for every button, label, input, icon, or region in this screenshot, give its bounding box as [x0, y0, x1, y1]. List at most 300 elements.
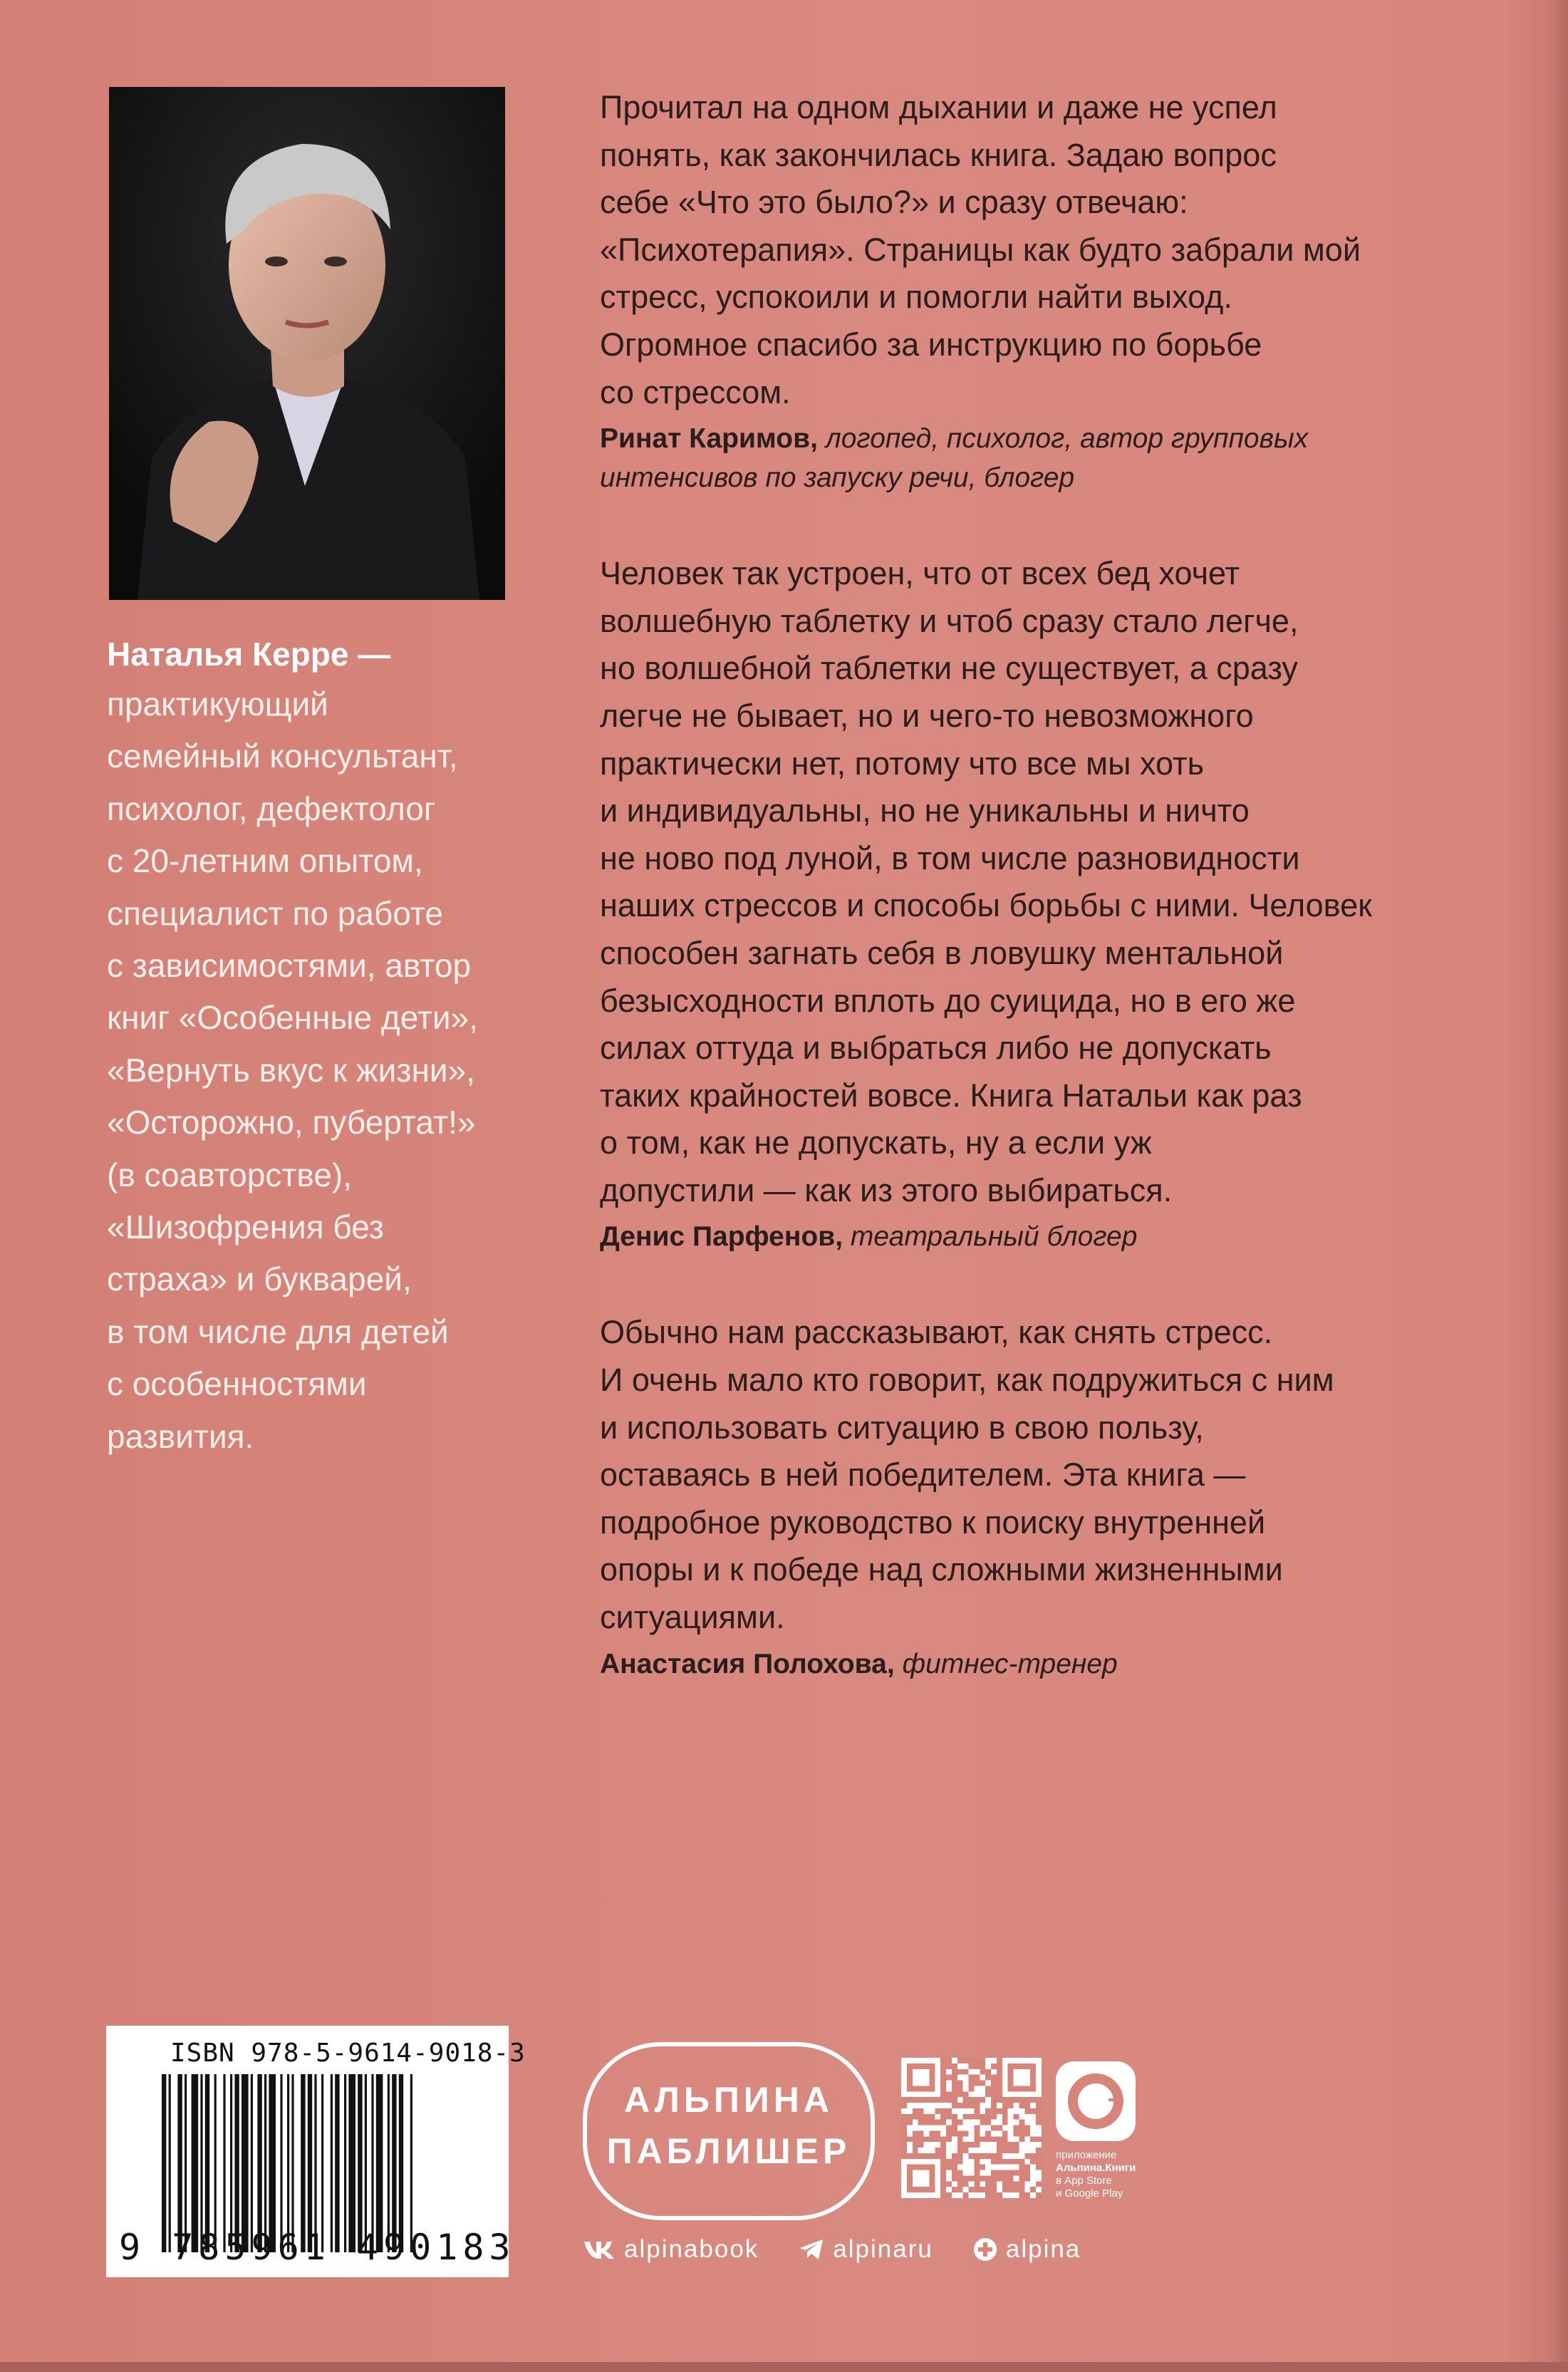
- qr-module: [1036, 2130, 1042, 2136]
- barcode-bar: [214, 2074, 217, 2252]
- qr-module: [980, 2091, 985, 2097]
- qr-module: [1036, 2175, 1042, 2181]
- qr-module: [991, 2130, 997, 2136]
- qr-module: [1008, 2153, 1014, 2159]
- barcode-bar: [308, 2074, 312, 2252]
- review-line: оставаясь в ней победителем. Эта книга —: [600, 1456, 1246, 1493]
- review-text: [600, 550, 1497, 1214]
- qr-module: [913, 2125, 918, 2131]
- qr-module: [929, 2142, 935, 2148]
- qr-module: [1024, 2114, 1030, 2120]
- qr-module: [985, 2058, 991, 2063]
- review-line: себе «Что это было?» и сразу отвечаю:: [600, 184, 1188, 221]
- qr-module: [957, 2114, 963, 2120]
- qr-module: [1008, 2108, 1014, 2114]
- qr-module: [1014, 2165, 1019, 2170]
- social-alpina: [973, 2235, 1081, 2264]
- qr-module: [1024, 2187, 1030, 2192]
- qr-module: [997, 2120, 1002, 2125]
- qr-module: [1008, 2120, 1014, 2125]
- qr-module: [952, 2108, 957, 2114]
- barcode-bar: [331, 2074, 333, 2252]
- cover-edge-shadow: [1548, 0, 1568, 2372]
- bio-line: развития.: [107, 1417, 254, 1455]
- barcode-bar: [388, 2074, 390, 2252]
- qr-module: [974, 2148, 980, 2153]
- qr-module: [913, 2120, 918, 2125]
- barcode-bar: [392, 2074, 396, 2252]
- qr-module: [946, 2081, 952, 2086]
- qr-module: [957, 2165, 963, 2170]
- review-attribution: [600, 419, 1497, 497]
- barcode-bar: [192, 2074, 199, 2252]
- qr-module: [974, 2192, 980, 2198]
- qr-module: [1030, 2165, 1036, 2170]
- qr-module: [901, 2108, 907, 2114]
- qr-module: [980, 2103, 985, 2108]
- qr-module: [935, 2142, 940, 2148]
- publisher-logo: [583, 2042, 875, 2220]
- qr-module: [997, 2130, 1002, 2136]
- qr-module: [980, 2086, 985, 2091]
- review-line: со стрессом.: [600, 373, 791, 410]
- qr-module: [1008, 2136, 1014, 2142]
- qr-module: [1030, 2142, 1036, 2148]
- qr-module: [969, 2181, 975, 2187]
- qr-module: [935, 2103, 940, 2108]
- qr-module: [946, 2187, 952, 2192]
- qr-module: [980, 2130, 985, 2136]
- review-line: но волшебной таблетки не существует, а сразу: [600, 650, 1298, 687]
- qr-module: [946, 2170, 952, 2176]
- isbn-barcode: [106, 2026, 526, 2277]
- qr-module: [1036, 2125, 1042, 2131]
- qr-module: [969, 2120, 975, 2125]
- review-line: безысходности вплоть до суицида, но в его же: [600, 982, 1296, 1019]
- qr-module: [963, 2120, 969, 2125]
- qr-module: [1024, 2120, 1030, 2125]
- qr-module: [963, 2159, 969, 2165]
- barcode-bar: [335, 2074, 339, 2252]
- reviewer-name: Денис Парфенов,: [600, 1221, 843, 1253]
- qr-module: [1014, 2153, 1019, 2159]
- qr-module: [957, 2108, 963, 2114]
- qr-module: [1019, 2153, 1024, 2159]
- barcode-bar: [291, 2074, 294, 2252]
- qr-module: [980, 2148, 985, 2153]
- publisher-name-line1: АЛЬПИНА: [624, 2080, 834, 2120]
- qr-module: [1014, 2192, 1019, 2198]
- qr-module: [1024, 2142, 1030, 2148]
- qr-module: [946, 2086, 952, 2091]
- barcode-bar: [251, 2074, 253, 2252]
- bio-line: психолог, дефектолог: [107, 789, 436, 827]
- bio-line: с особенностями: [107, 1365, 367, 1403]
- qr-module: [952, 2058, 957, 2063]
- social-label: alpina: [1005, 2235, 1081, 2263]
- bio-line: (в соавторстве),: [107, 1156, 353, 1193]
- barcode-bar: [230, 2074, 232, 2252]
- barcode-bar: [177, 2074, 182, 2252]
- review-line: Огромное спасибо за инструкцию по борьбе: [600, 326, 1262, 363]
- qr-module: [1030, 2125, 1036, 2131]
- qr-module: [952, 2148, 957, 2153]
- bio-line: специалист по работе: [107, 894, 443, 932]
- author-photo: [109, 87, 505, 600]
- review-text: [600, 1309, 1497, 1641]
- qr-module: [969, 2192, 975, 2198]
- review-line: и индивидуальны, но не уникальны и ничто: [600, 792, 1250, 829]
- qr-module: [985, 2097, 991, 2103]
- review-line: Прочитал на одном дыхании и даже не успел: [600, 89, 1277, 125]
- review-line: не ново под луной, в том числе разновидности: [600, 839, 1300, 876]
- bio-line: книг «Особенные дети»,: [107, 999, 478, 1037]
- barcode-bar: [314, 2074, 316, 2252]
- qr-module: [974, 2086, 980, 2091]
- qr-module: [1030, 2170, 1036, 2176]
- reviewer-role: театральный блогер: [850, 1221, 1138, 1253]
- qr-module: [1030, 2148, 1036, 2153]
- review-attribution: [600, 1217, 1497, 1256]
- qr-module: [985, 2170, 991, 2176]
- qr-module: [980, 2142, 985, 2148]
- review-line: о том, как не допускать, ну а если уж: [600, 1124, 1152, 1161]
- reviews-column: [600, 84, 1497, 1684]
- qr-module: [1024, 2148, 1030, 2153]
- app-text-line: и Google Play: [1056, 2187, 1123, 2200]
- qr-module: [929, 2103, 935, 2108]
- cover-bottom-edge: [0, 2362, 1568, 2372]
- barcode-bar: [169, 2074, 171, 2252]
- bio-line: страха» и букварей,: [107, 1260, 412, 1298]
- app-logo-icon: [1056, 2061, 1136, 2141]
- publisher-name-line2: ПАБЛИШЕР: [606, 2131, 851, 2171]
- qr-module: [985, 2159, 991, 2165]
- qr-module: [991, 2120, 997, 2125]
- qr-module: [952, 2136, 957, 2142]
- barcode-bar: [287, 2074, 289, 2252]
- qr-module: [991, 2058, 997, 2063]
- barcode-bar: [200, 2074, 202, 2252]
- isbn-label: ISBN 978-5-9614-9018-3: [170, 2039, 526, 2068]
- qr-module: [963, 2153, 969, 2159]
- barcode-bar: [162, 2074, 166, 2252]
- qr-module: [963, 2086, 969, 2091]
- barcode-bar: [399, 2074, 403, 2252]
- qr-module: [1024, 2181, 1030, 2187]
- social-telegram: [799, 2235, 933, 2264]
- barcode-bar: [321, 2074, 323, 2252]
- barcode-bar: [410, 2074, 412, 2252]
- qr-module: [1019, 2108, 1024, 2114]
- qr-module: [974, 2069, 980, 2075]
- review-text: [600, 84, 1497, 416]
- qr-module: [997, 2187, 1002, 2192]
- qr-module: [935, 2114, 940, 2120]
- qr-module: [918, 2125, 924, 2131]
- barcode-bar: [301, 2074, 305, 2252]
- qr-module: [929, 2125, 935, 2131]
- qr-module: [974, 2091, 980, 2097]
- qr-module: [946, 2175, 952, 2181]
- qr-module: [985, 2148, 991, 2153]
- qr-module: [980, 2170, 985, 2176]
- reviewer-role: логопед, психолог, автор групповых: [825, 423, 1309, 455]
- barcode-bar: [358, 2074, 362, 2252]
- qr-module: [918, 2148, 924, 2153]
- qr-module: [963, 2063, 969, 2069]
- review-line: ситуациями.: [600, 1599, 785, 1636]
- barcode-bar: [205, 2074, 209, 2252]
- qr-module: [913, 2069, 930, 2086]
- qr-module: [1030, 2130, 1036, 2136]
- telegram-icon: [799, 2238, 824, 2261]
- qr-module: [1024, 2159, 1030, 2165]
- qr-module: [1030, 2103, 1036, 2108]
- qr-module: [1030, 2192, 1036, 2198]
- qr-module: [929, 2148, 935, 2153]
- qr-module: [1014, 2103, 1019, 2108]
- reviewer-name: Анастасия Полохова,: [600, 1648, 895, 1679]
- alpina-plus-icon: [973, 2237, 997, 2262]
- qr-module: [946, 2103, 952, 2108]
- review-line: понять, как закончилась книга. Задаю вопрос: [600, 136, 1277, 173]
- barcode-bar: [376, 2074, 383, 2252]
- qr-module: [969, 2170, 975, 2176]
- qr-module: [929, 2108, 935, 2114]
- qr-module: [924, 2108, 930, 2114]
- review-attribution: [600, 1645, 1497, 1684]
- social-label: alpinaru: [833, 2235, 933, 2263]
- qr-module: [980, 2125, 985, 2131]
- review-line: И очень мало кто говорит, как подружиться с ним: [600, 1362, 1334, 1399]
- qr-module: [1036, 2170, 1042, 2176]
- qr-module: [1008, 2114, 1014, 2120]
- qr-module: [940, 2130, 946, 2136]
- qr-module: [969, 2091, 975, 2097]
- qr-module: [946, 2153, 952, 2159]
- qr-module: [957, 2192, 963, 2198]
- reviewer-role: фитнес-тренер: [902, 1648, 1118, 1679]
- qr-module: [969, 2159, 975, 2165]
- review-line: подробное руководство к поиску внутренней: [600, 1503, 1266, 1540]
- qr-module: [985, 2063, 991, 2069]
- app-text-line: в App Store: [1056, 2175, 1112, 2187]
- author-name: Наталья Керре —: [107, 636, 391, 673]
- review-parfenov: [600, 550, 1497, 1256]
- qr-module: [1036, 2187, 1042, 2192]
- qr-module: [963, 2170, 969, 2176]
- qr-module: [913, 2103, 918, 2108]
- app-promo: [1056, 2149, 1198, 2200]
- qr-module: [1024, 2136, 1030, 2142]
- review-line: Обычно нам рассказывают, как снять стресс.: [600, 1314, 1273, 1351]
- review-karimov: [600, 84, 1497, 497]
- qr-module: [1008, 2165, 1014, 2170]
- bio-line: «Осторожно, пубертат!»: [107, 1104, 476, 1141]
- reviewer-role: интенсивов по запуску речи, блогер: [600, 462, 1075, 494]
- qr-module: [952, 2142, 957, 2148]
- qr-module: [974, 2120, 980, 2125]
- qr-module: [980, 2075, 985, 2081]
- qr-module: [907, 2125, 913, 2131]
- qr-module: [969, 2148, 975, 2153]
- reviewer-name: Ринат Каримов,: [600, 423, 818, 455]
- qr-module: [969, 2165, 975, 2170]
- qr-module: [991, 2069, 997, 2075]
- qr-module: [918, 2103, 924, 2108]
- qr-module: [957, 2125, 963, 2131]
- bio-line: семейный консультант,: [107, 737, 458, 775]
- qr-module: [1014, 2120, 1019, 2125]
- review-polokhova: [600, 1309, 1497, 1683]
- review-line: способен загнать себя в ловушку ментальной: [600, 934, 1284, 971]
- qr-module: [980, 2108, 985, 2114]
- qr-module: [946, 2142, 952, 2148]
- qr-module: [985, 2165, 991, 2170]
- app-name: Альпина.Книги: [1056, 2162, 1136, 2174]
- qr-module: [1019, 2114, 1024, 2120]
- qr-module: [1030, 2181, 1036, 2187]
- barcode-bars: [162, 2074, 497, 2252]
- qr-module: [924, 2125, 930, 2131]
- qr-module: [1014, 2136, 1019, 2142]
- qr-module: [1019, 2142, 1024, 2148]
- qr-module: [1002, 2153, 1008, 2159]
- barcode-bar: [185, 2074, 187, 2252]
- qr-module: [980, 2181, 985, 2187]
- qr-module: [907, 2142, 913, 2148]
- qr-module: [913, 2170, 930, 2187]
- qr-module: [985, 2125, 991, 2131]
- qr-module: [969, 2125, 975, 2131]
- bio-line: «Шизофрения без: [107, 1208, 384, 1246]
- review-line: опоры и к победе над сложными жизненными: [600, 1551, 1283, 1588]
- qr-module: [907, 2108, 913, 2114]
- barcode-bar: [264, 2074, 266, 2252]
- qr-module: [946, 2148, 952, 2153]
- bio-line: с 20-летним опытом,: [107, 842, 423, 880]
- qr-module: [1030, 2114, 1036, 2120]
- bio-line: с зависимостями, автор: [107, 947, 472, 985]
- qr-module: [963, 2075, 969, 2081]
- qr-module: [952, 2192, 957, 2198]
- qr-module: [1008, 2130, 1014, 2136]
- qr-module: [963, 2108, 969, 2114]
- qr-module: [991, 2148, 997, 2153]
- qr-module: [963, 2187, 969, 2192]
- qr-module: [969, 2130, 975, 2136]
- author-bio: [107, 678, 549, 1463]
- qr-module: [985, 2103, 991, 2108]
- barcode-bar: [234, 2074, 239, 2252]
- barcode-bar: [269, 2074, 276, 2252]
- qr-module: [1008, 2125, 1014, 2131]
- barcode-bar: [280, 2074, 282, 2252]
- qr-module: [957, 2075, 963, 2081]
- qr-module: [924, 2142, 930, 2148]
- barcode-bar: [242, 2074, 249, 2252]
- qr-module: [985, 2081, 991, 2086]
- qr-module: [969, 2108, 975, 2114]
- social-links: [583, 2232, 1121, 2267]
- review-line: волшебную таблетку и чтоб сразу стало легче,: [600, 602, 1299, 639]
- vk-icon: [583, 2239, 616, 2260]
- qr-module: [935, 2125, 940, 2131]
- qr-module: [963, 2081, 969, 2086]
- bio-line: «Вернуть вкус к жизни»,: [107, 1051, 475, 1089]
- qr-module: [924, 2130, 930, 2136]
- qr-module: [969, 2136, 975, 2142]
- qr-module: [1008, 2192, 1014, 2198]
- barcode-bar: [223, 2074, 225, 2252]
- barcode-bar: [371, 2074, 373, 2252]
- app-text-line: приложение: [1056, 2149, 1117, 2161]
- qr-module: [907, 2130, 913, 2136]
- barcode-bar: [365, 2074, 367, 2252]
- qr-module: [1036, 2142, 1042, 2148]
- qr-module: [1002, 2165, 1008, 2170]
- qr-module: [997, 2181, 1002, 2187]
- qr-module: [946, 2120, 952, 2125]
- qr-module: [952, 2181, 957, 2187]
- qr-module: [969, 2069, 975, 2075]
- review-line: и использовать ситуацию в свою пользу,: [600, 1409, 1204, 1446]
- qr-module: [980, 2192, 985, 2198]
- barcode-bar: [257, 2074, 261, 2252]
- qr-module: [907, 2103, 913, 2108]
- review-line: практически нет, потому что все мы хоть: [600, 745, 1205, 782]
- qr-module: [940, 2103, 946, 2108]
- qr-module: [924, 2148, 930, 2153]
- qr-module: [907, 2148, 913, 2153]
- qr-module: [924, 2103, 930, 2108]
- qr-module: [1014, 2069, 1031, 2086]
- qr-module: [1030, 2120, 1036, 2125]
- qr-module: [1014, 2108, 1019, 2114]
- review-line: стресс, успокоили и помогли найти выход.: [600, 279, 1232, 316]
- review-line: силах оттуда и выбраться либо не допускать: [600, 1030, 1272, 1067]
- review-line: легче не бывает, но и чего-то невозможного: [600, 697, 1254, 734]
- ean-digits: 9 785961 490183: [119, 2227, 516, 2268]
- qr-module: [1019, 2148, 1024, 2153]
- qr-module: [1014, 2175, 1019, 2181]
- qr-code: [901, 2058, 1042, 2198]
- qr-module: [997, 2165, 1002, 2170]
- qr-module: [963, 2165, 969, 2170]
- review-line: допустили — как из этого выбираться.: [600, 1171, 1173, 1208]
- qr-module: [991, 2142, 997, 2148]
- qr-module: [985, 2142, 991, 2148]
- qr-module: [946, 2069, 952, 2075]
- qr-module: [940, 2125, 946, 2131]
- barcode-bar: [344, 2074, 346, 2252]
- review-line: Человек так устроен, что от всех бед хочет: [600, 555, 1240, 592]
- qr-module: [997, 2114, 1002, 2120]
- qr-module: [963, 2136, 969, 2142]
- qr-module: [1002, 2125, 1008, 2131]
- qr-module: [1030, 2175, 1036, 2181]
- review-line: наших стрессов и способы борьбы с ними. Человек: [600, 887, 1372, 924]
- bio-line: практикующий: [107, 685, 328, 723]
- qr-module: [991, 2165, 997, 2170]
- social-vk: [583, 2235, 759, 2264]
- review-line: «Психотерапия». Страницы как будто забрали мой: [600, 231, 1361, 268]
- qr-module: [963, 2125, 969, 2131]
- qr-module: [997, 2103, 1002, 2108]
- qr-module: [1002, 2192, 1008, 2198]
- qr-module: [957, 2063, 963, 2069]
